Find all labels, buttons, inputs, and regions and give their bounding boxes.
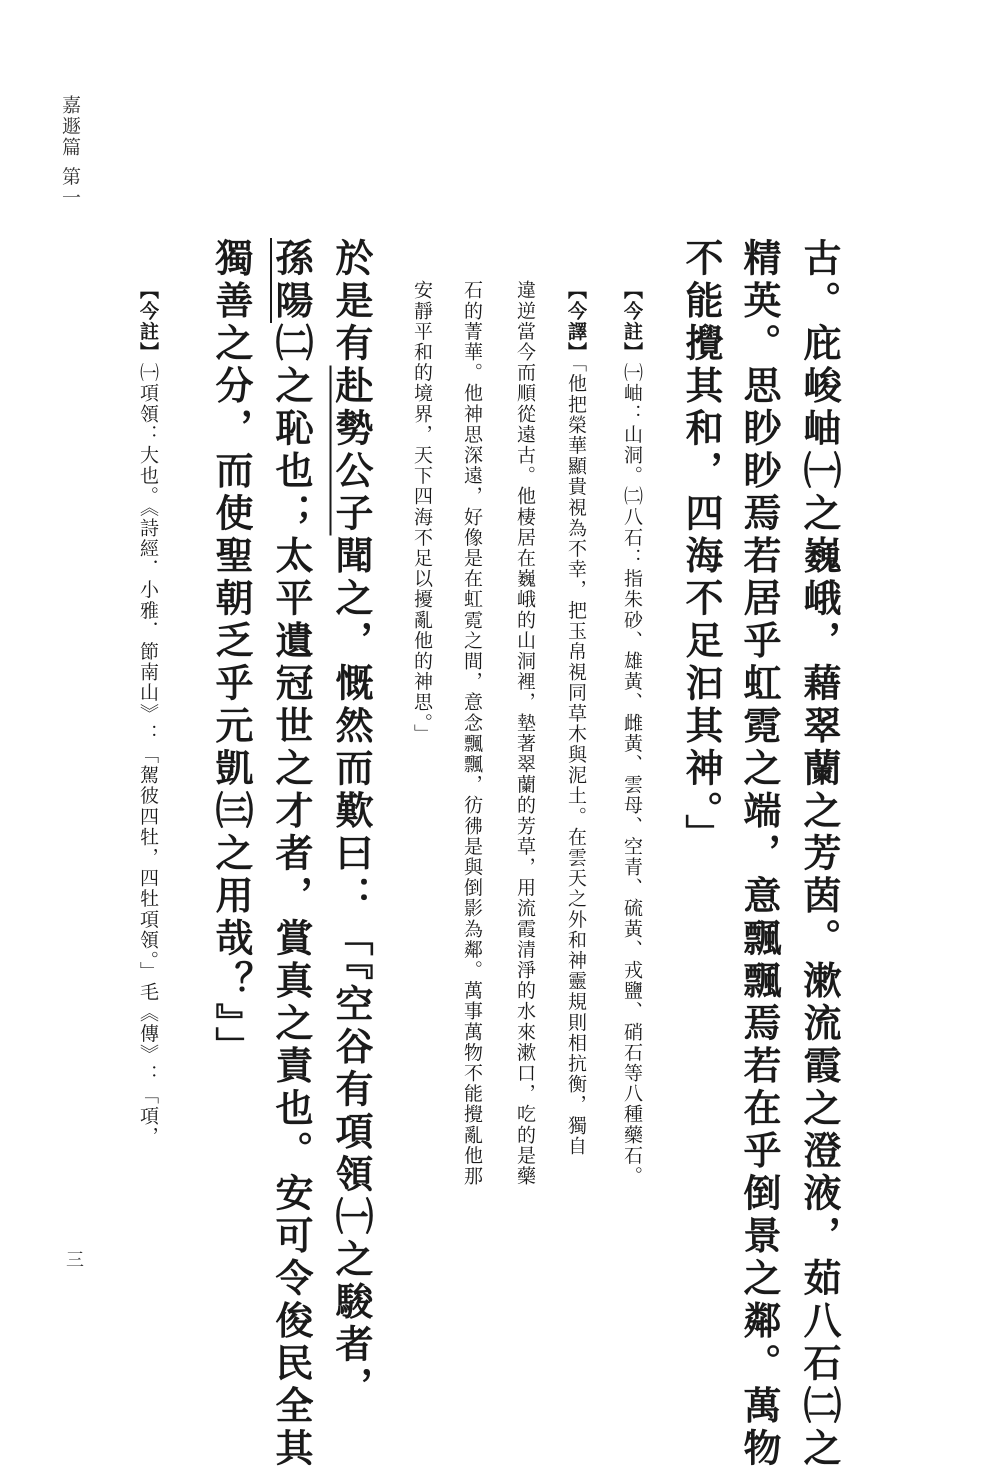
text-column-2: 精英。思眇眇焉若居乎虹霓之端，意飄飄焉若在乎倒景之鄰。萬物 xyxy=(737,238,782,1471)
proper-name-underlined: 赴勢公子 xyxy=(329,365,374,536)
text-segment: ㈡之恥也；太平遺冠世之才者，賞真之責也。安可令俊民全其 xyxy=(269,323,314,1471)
annotation-text: ㈠項領：大也。《詩經．小雅．節南山》：「駕彼四牡，四牡項領。」毛《傳》：「項， xyxy=(137,362,159,1147)
annotation-text: ㈠岫：山洞。㈡八石：指朱砂、雄黃、雌黃、雲母、空青、硫黃、戎鹽、硝石等八種藥石。 xyxy=(621,362,643,1187)
text-column-6: 獨善之分，而使聖朝乏乎元凱㈢之用哉？』」 xyxy=(209,238,254,1069)
translation-tag: 【今譯】 xyxy=(565,280,587,363)
annotation-tag: 【今註】 xyxy=(621,280,643,363)
proper-name-underlined: 孫陽 xyxy=(269,238,314,323)
text-column-3: 不能攪其和，四海不足汩其神。」 xyxy=(679,238,724,857)
annotation-column-2 xyxy=(138,280,157,1147)
translation-text: 「他把榮華顯貴視為不幸，把玉帛視同草木與泥土。在雲天之外和神靈規則相抗衡，獨自 xyxy=(565,362,587,1157)
text-column-1: 古。庇峻岫㈠之巍峨，藉翠蘭之芳茵。漱流霞之澄液，茹八石㈡之 xyxy=(797,238,842,1471)
translation-column-1 xyxy=(566,280,585,1156)
text-segment: 聞之，慨然而歎曰：「『空谷有項領㈠之駿者， xyxy=(329,535,374,1409)
translation-column-3: 石的菁華。他神思深遠，好像是在虹霓之間，意念飄飄，彷彿是與倒影為鄰。萬事萬物不能攪亂他那 xyxy=(461,280,483,1187)
text-column-5 xyxy=(269,238,314,1471)
translation-column-2: 違逆當今而順從遠古。他棲居在巍峨的山洞裡，墊著翠蘭的芳草，用流霞清淨的水來漱口，吃的是藥 xyxy=(514,280,536,1187)
running-header: 嘉遯篇 第一 xyxy=(59,95,81,209)
text-column-4 xyxy=(329,238,374,1409)
page-number: 三 xyxy=(63,1250,84,1268)
text-segment: 於是有 xyxy=(329,238,374,366)
annotation-tag: 【今註】 xyxy=(137,280,159,363)
translation-column-4: 安靜平和的境界，天下四海不足以擾亂他的神思。」 xyxy=(411,280,433,745)
annotation-column-1 xyxy=(622,280,641,1186)
